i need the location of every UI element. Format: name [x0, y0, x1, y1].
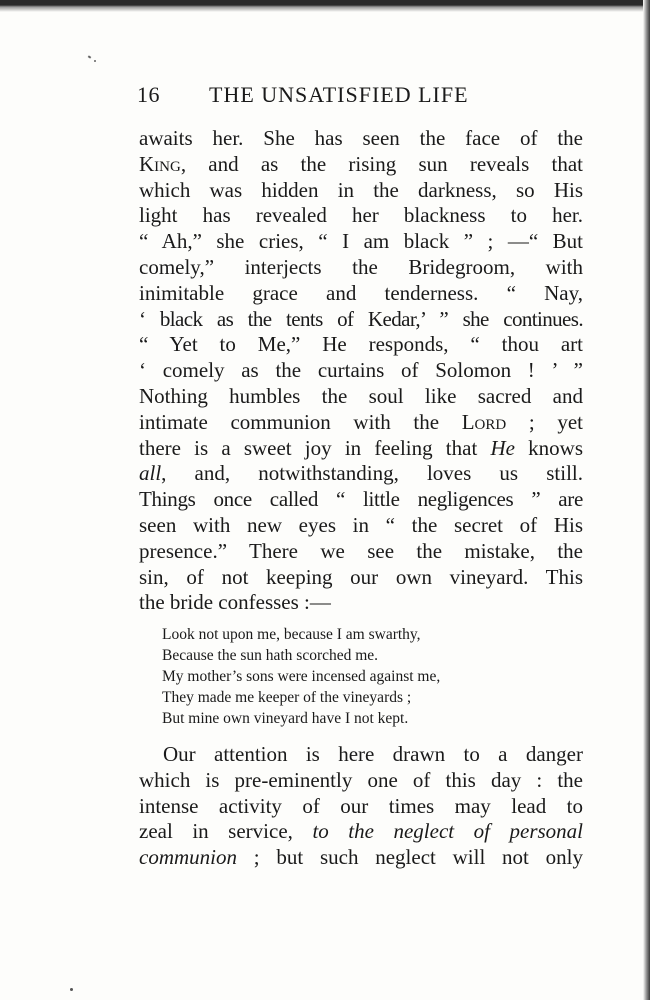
scripture-quotation — [162, 624, 562, 729]
text-line: ‘ comely as the curtains of Solomon ! ’ ” — [139, 358, 583, 383]
text-line: zeal in service, to the neglect of personal — [139, 819, 584, 844]
scan-speck — [94, 60, 96, 62]
text-line: communion ; but such neglect will not only — [139, 845, 583, 870]
running-title: THE UNSATISFIED LIFE — [209, 82, 469, 107]
text-line: “ Yet to Me,” He responds, “ thou art — [139, 332, 583, 357]
lord-small-caps: Lord — [461, 409, 507, 434]
scan-speck — [88, 55, 92, 58]
text-line: awaits her. She has seen the face of the — [139, 126, 583, 150]
text-line: which is pre-eminently one of this day : the — [139, 767, 583, 792]
text-line: which was hidden in the darkness, so His — [139, 177, 583, 202]
emphasis-italic: to the neglect of personal — [312, 819, 584, 844]
text-line: “ Ah,” she cries, “ I am black ” ; —“ But — [139, 229, 583, 254]
text-line: sin, of not keeping our own vineyard. This — [139, 564, 583, 589]
scan-top-edge — [0, 0, 650, 12]
text-line: all, and, notwithstanding, loves us still. — [139, 461, 583, 486]
text-line: ‘ black as the tents of Kedar,’ ” she continues. — [139, 306, 583, 331]
quote-line: Because the sun hath scorched me. — [162, 647, 379, 664]
text-line: light has revealed her blackness to her. — [139, 203, 583, 228]
text-line: seen with new eyes in “ the secret of His — [139, 512, 583, 537]
quote-line: They made me keeper of the vineyards ; — [162, 689, 412, 706]
text-line: intimate communion with the Lord ; yet — [139, 409, 583, 434]
scan-right-edge — [643, 0, 650, 1000]
quote-line: Look not upon me, because I am swarthy, — [162, 626, 421, 643]
emphasis-italic: communion — [139, 845, 237, 870]
text-line: comely,” interjects the Bridegroom, with — [139, 254, 583, 279]
page-number: 16 — [137, 82, 160, 107]
quote-line: My mother’s sons were incensed against me, — [162, 668, 441, 685]
scan-speck — [70, 988, 73, 991]
paragraph-2 — [139, 742, 583, 871]
text-line: Nothing humbles the soul like sacred and — [139, 383, 583, 408]
text-line: the bride confesses :— — [139, 590, 331, 615]
text-line: intense activity of our times may lead to — [139, 793, 583, 818]
text-line — [139, 742, 583, 768]
text-line-indented: Our attention is here drawn to a danger — [163, 742, 583, 766]
all-italic: all — [139, 461, 162, 486]
text-line: King, and as the rising sun reveals that — [139, 151, 583, 176]
text-line: there is a sweet joy in feeling that He knows — [139, 435, 583, 460]
king-small-caps: King — [139, 151, 181, 176]
paragraph-1 — [139, 126, 583, 616]
text-line: presence.” There we see the mistake, the — [139, 538, 583, 563]
running-head — [137, 82, 587, 108]
text-line: inimitable grace and tenderness. “ Nay, — [139, 280, 583, 305]
he-italic: He — [490, 435, 515, 460]
text-line: Things once called “ little negligences ” are — [139, 487, 583, 512]
quote-line: But mine own vineyard have I not kept. — [162, 710, 409, 727]
